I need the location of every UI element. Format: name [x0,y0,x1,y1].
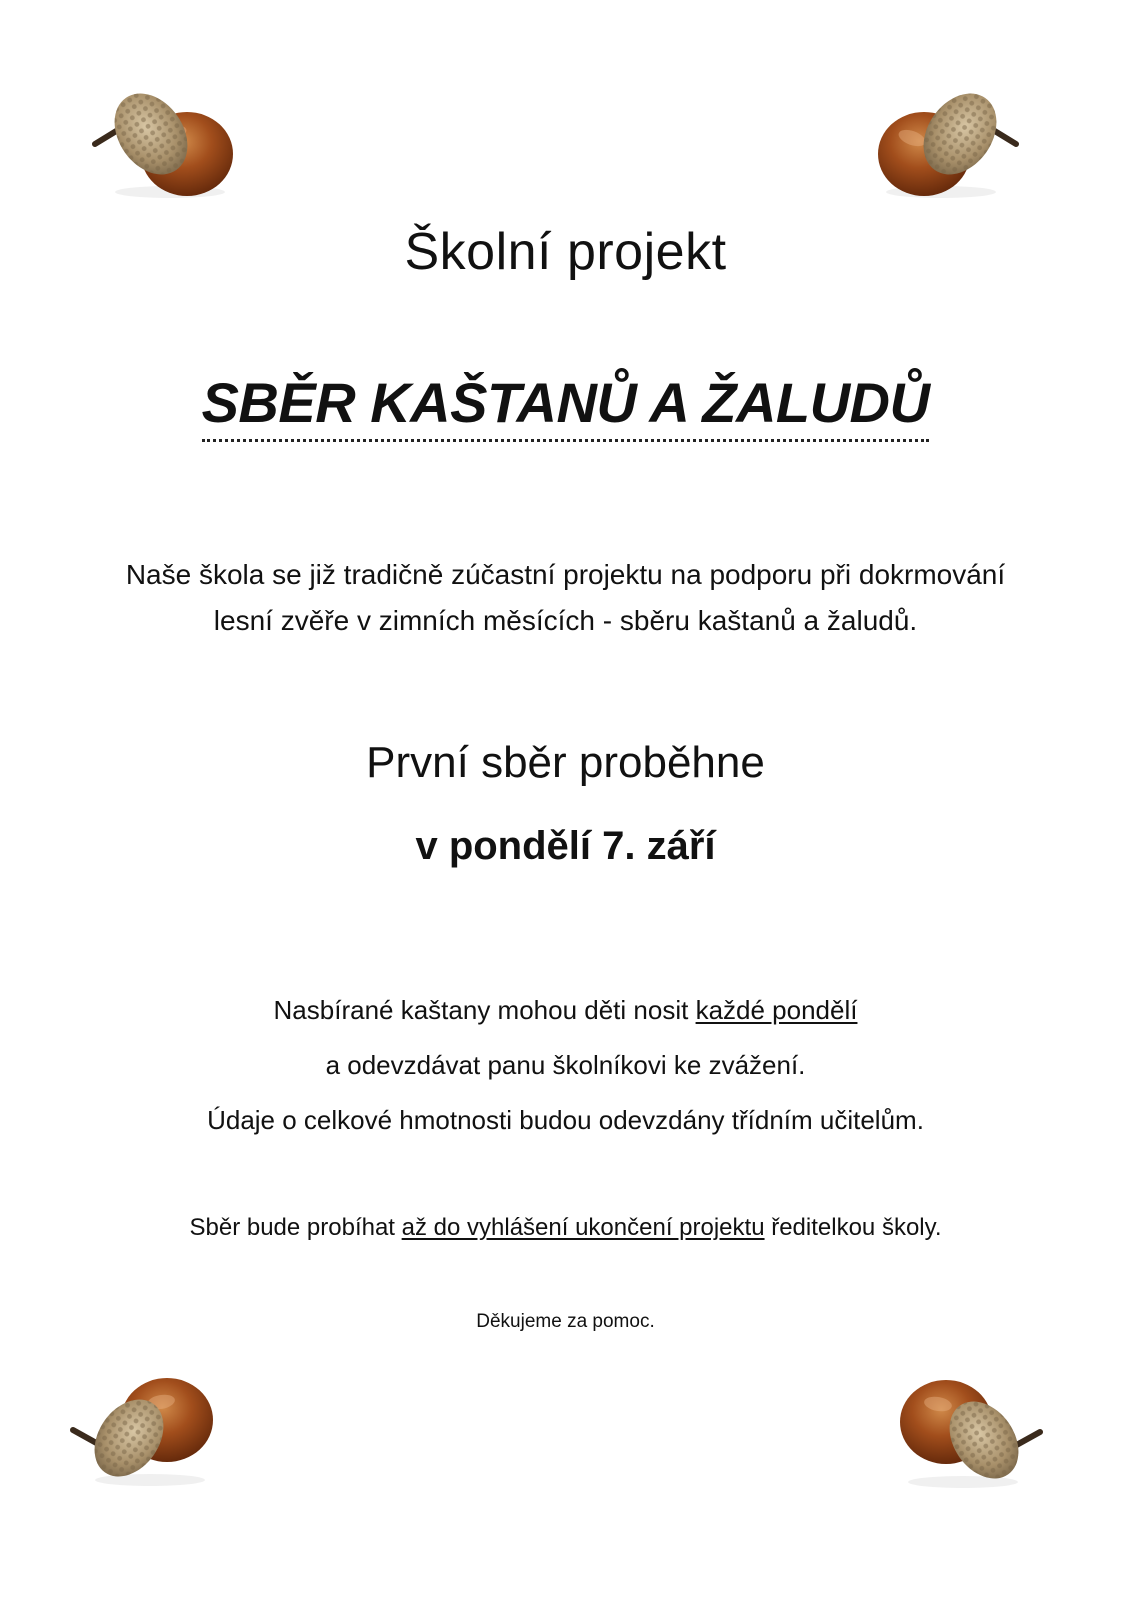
first-collection-heading: První sběr proběhne [366,738,765,787]
acorn-icon [65,1368,215,1488]
info-line-1-text: Nasbírané kaštany mohou děti nosit [273,995,696,1025]
acorn-icon [85,82,235,202]
page-title-text: SBĚR KAŠTANŮ A ŽALUDŮ [202,370,930,442]
page-subtitle: Školní projekt [404,223,727,281]
collection-period-underlined: až do vyhlášení ukončení projektu [401,1214,765,1241]
collection-period [0,1214,1131,1242]
intro-line-1: Naše škola se již tradičně zúčastní projektu na podporu při dokrmování [125,559,1006,590]
info-line-1-underlined: každé pondělí [695,995,858,1025]
collection-period-text-after: ředitelkou školy. [764,1214,942,1241]
info-paragraph [0,983,1131,1148]
intro-paragraph [0,552,1131,644]
info-line-1 [0,983,1131,1038]
info-line-3: Údaje o celkové hmotnosti budou odevzdány třídním učitelům. [207,1105,924,1135]
thanks-note: Děkujeme za pomoc. [476,1311,655,1332]
first-collection-date: v pondělí 7. září [415,824,716,868]
intro-line-2: lesní zvěře v zimních měsících - sběru kaštanů a žaludů. [213,605,918,636]
acorn-icon [876,82,1026,202]
collection-period-text-before: Sběr bude probíhat [189,1214,402,1241]
info-line-2: a odevzdávat panu školníkovi ke zvážení. [325,1050,806,1080]
page-title [0,370,1131,442]
acorn-icon [898,1370,1048,1490]
